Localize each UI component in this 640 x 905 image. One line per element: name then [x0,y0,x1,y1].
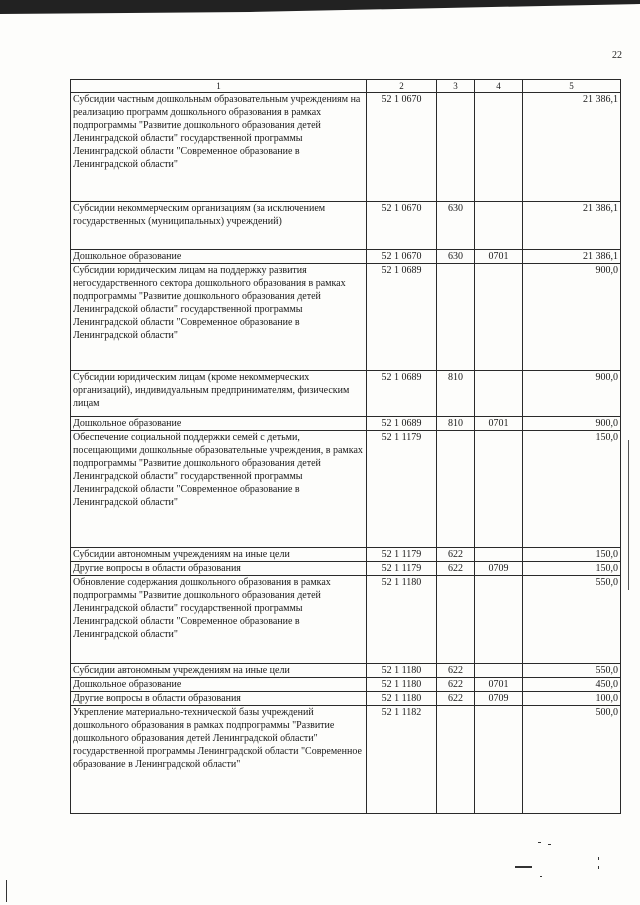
row-section: 0709 [475,692,523,706]
table-row [71,576,621,664]
row-code: 52 1 1180 [367,664,437,678]
row-name: Другие вопросы в области образования [71,562,367,576]
row-expense-type: 622 [437,678,475,692]
row-sum: 900,0 [523,264,621,371]
scan-mark [598,866,599,869]
row-section [475,706,523,814]
row-name: Обеспечение социальной поддержки семей с детьми, посещающими дошкольные образовательные учреждения, в рамках подпрограммы "Развитие дошкольного образования детей Ленинградской области" государственной программы Ленинградской области "Современное образование в Ленинградской области" [71,431,367,548]
table-row [71,678,621,692]
scan-mark [538,842,541,843]
row-section: 0701 [475,250,523,264]
row-code: 52 1 0670 [367,250,437,264]
scan-mark [540,876,542,877]
row-expense-type [437,706,475,814]
row-name: Дошкольное образование [71,678,367,692]
row-expense-type: 810 [437,371,475,417]
row-name: Обновление содержания дошкольного образования в рамках подпрограммы "Развитие дошкольного образования детей Ленинградской области" государственной программы Ленинградской области "Современное образование в Ленинградской области" [71,576,367,664]
row-expense-type [437,93,475,202]
row-code: 52 1 1180 [367,692,437,706]
header-cell: 4 [475,80,523,93]
scan-edge-line [628,440,629,590]
row-section [475,576,523,664]
row-section [475,431,523,548]
header-cell: 5 [523,80,621,93]
row-sum: 500,0 [523,706,621,814]
scan-top-edge [0,0,640,18]
row-section: 0701 [475,417,523,431]
row-code: 52 1 0689 [367,264,437,371]
row-section [475,264,523,371]
row-sum: 150,0 [523,431,621,548]
row-sum: 21 386,1 [523,93,621,202]
row-section [475,93,523,202]
table-row [71,93,621,202]
row-code: 52 1 0689 [367,417,437,431]
row-name: Дошкольное образование [71,417,367,431]
table-row [71,431,621,548]
table-row [71,562,621,576]
row-expense-type: 622 [437,562,475,576]
row-section [475,548,523,562]
row-name: Субсидии юридическим лицам (кроме некоммерческих организаций), индивидуальным предпринимателям, физическим лицам [71,371,367,417]
row-code: 52 1 0670 [367,93,437,202]
row-expense-type: 630 [437,202,475,250]
row-sum: 100,0 [523,692,621,706]
row-expense-type [437,431,475,548]
table-row [71,250,621,264]
table-row [71,664,621,678]
header-cell: 2 [367,80,437,93]
row-sum: 21 386,1 [523,202,621,250]
row-name: Субсидии автономным учреждениям на иные цели [71,664,367,678]
scan-mark [515,866,532,868]
row-name: Субсидии автономным учреждениям на иные цели [71,548,367,562]
row-sum: 550,0 [523,576,621,664]
row-code: 52 1 1179 [367,562,437,576]
table-row [71,264,621,371]
row-sum: 21 386,1 [523,250,621,264]
row-code: 52 1 1180 [367,576,437,664]
row-name: Субсидии юридическим лицам на поддержку развития негосударственного сектора дошкольного образования в рамках подпрограммы "Развитие дошкольного образования детей Ленинградской области" государственной программы Ленинградской области "Современное образование в Ленинградской области" [71,264,367,371]
row-code: 52 1 0670 [367,202,437,250]
row-section: 0709 [475,562,523,576]
row-expense-type: 622 [437,664,475,678]
page-number: 22 [612,50,622,61]
row-sum: 150,0 [523,562,621,576]
row-sum: 900,0 [523,417,621,431]
row-section [475,371,523,417]
row-name: Субсидии некоммерческим организациям (за исключением государственных (муниципальных) учреждений) [71,202,367,250]
table-row [71,692,621,706]
row-expense-type: 622 [437,692,475,706]
row-name: Другие вопросы в области образования [71,692,367,706]
table-row [71,202,621,250]
row-expense-type: 630 [437,250,475,264]
table-header-row [71,80,621,93]
row-code: 52 1 1182 [367,706,437,814]
header-cell: 3 [437,80,475,93]
row-section [475,202,523,250]
row-expense-type [437,264,475,371]
row-name: Дошкольное образование [71,250,367,264]
row-expense-type [437,576,475,664]
row-code: 52 1 1179 [367,431,437,548]
row-code: 52 1 1179 [367,548,437,562]
row-expense-type: 622 [437,548,475,562]
header-cell: 1 [71,80,367,93]
row-name: Укрепление материально-технической базы учреждений дошкольного образования в рамках подпрограммы "Развитие дошкольного образования детей Ленинградской области" государственной программы Ленинградской области "Современное образование в Ленинградской области" [71,706,367,814]
row-sum: 150,0 [523,548,621,562]
table-row [71,371,621,417]
row-section: 0701 [475,678,523,692]
table-row [71,706,621,814]
row-sum: 900,0 [523,371,621,417]
row-section [475,664,523,678]
scan-mark [548,844,551,845]
row-sum: 550,0 [523,664,621,678]
row-code: 52 1 0689 [367,371,437,417]
row-code: 52 1 1180 [367,678,437,692]
row-name: Субсидии частным дошкольным образовательным учреждениям на реализацию программ дошкольного образования в рамках подпрограммы "Развитие дошкольного образования детей Ленинградской области" государственной программы Ленинградской области "Современное образование в Ленинградской области" [71,93,367,202]
budget-table [70,79,621,814]
row-sum: 450,0 [523,678,621,692]
scan-mark [6,880,7,902]
scan-mark [598,857,599,860]
row-expense-type: 810 [437,417,475,431]
table-row [71,417,621,431]
table-row [71,548,621,562]
